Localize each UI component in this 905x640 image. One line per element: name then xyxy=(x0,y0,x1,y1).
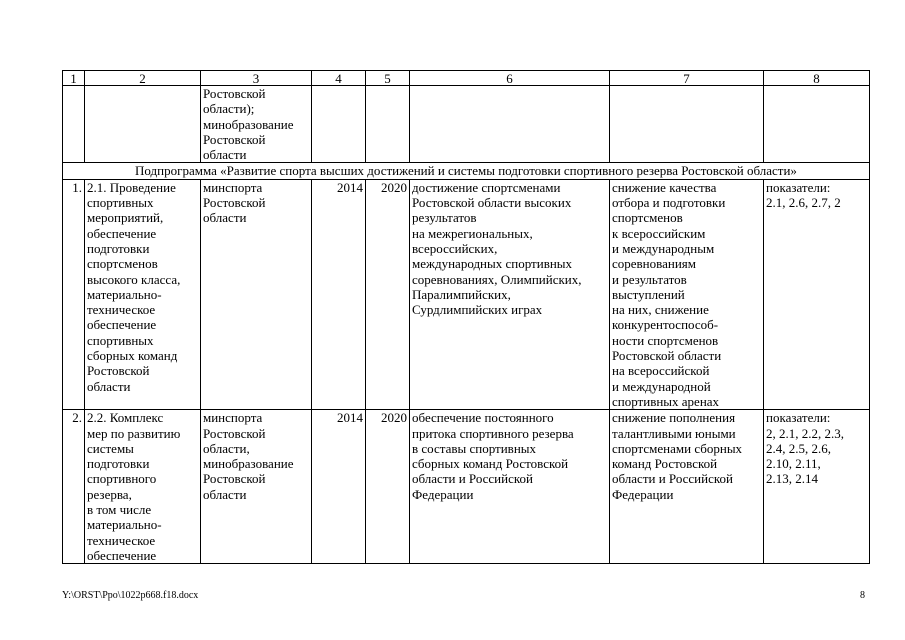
cell-line: Сурдлимпийских играх xyxy=(412,302,543,318)
cell-line: 2.2. Комплекс xyxy=(87,410,164,426)
cell-line: снижение пополнения xyxy=(612,410,736,426)
cell-line: в составы спортивных xyxy=(412,440,537,456)
cell-line: минспорта xyxy=(203,410,263,426)
cell-line: притока спортивного резерва xyxy=(412,425,574,441)
table-cell xyxy=(85,86,201,163)
cell-line: спортивных аренах xyxy=(612,393,720,409)
cell-line: результатов xyxy=(412,210,477,226)
row-number: 1. xyxy=(63,179,85,409)
cell-line: Ростовской xyxy=(203,86,266,101)
cell-line: области xyxy=(203,147,247,163)
cell-line: 2.10, 2.11, xyxy=(766,456,821,472)
cell-line: высокого класса, xyxy=(87,271,181,287)
cell-line: Ростовской xyxy=(203,131,266,147)
cell-line: минобразование xyxy=(203,456,294,472)
cell-line: Ростовской xyxy=(87,363,150,379)
cell-line: области и Российской xyxy=(612,471,733,487)
header-cell: 8 xyxy=(764,71,870,86)
cell-line: на них, снижение xyxy=(612,302,709,318)
continuation-row xyxy=(63,86,870,163)
end-year: 2020 xyxy=(366,410,410,564)
cell-line: минобразование xyxy=(203,116,294,132)
indicators-cell xyxy=(764,179,870,409)
cell-line: Ростовской xyxy=(203,471,266,487)
cell-line: достижение спортсменами xyxy=(412,179,561,195)
header-cell: 1 xyxy=(63,71,85,86)
header-cell: 7 xyxy=(610,71,764,86)
cell-line: 2.1. Проведение xyxy=(87,179,176,195)
table-cell xyxy=(366,86,410,163)
row-number: 2. xyxy=(63,410,85,564)
cell-line: Ростовской xyxy=(203,425,266,441)
header-cell: 6 xyxy=(410,71,610,86)
cell-line: всероссийских, xyxy=(412,240,498,256)
cell-line: области); xyxy=(203,101,255,117)
measure-cell xyxy=(85,410,201,564)
cell-line: спортсменами сборных xyxy=(612,440,743,456)
cell-line: системы xyxy=(87,440,134,456)
executor-cell xyxy=(201,179,312,409)
cell-line: материально- xyxy=(87,517,162,533)
cell-line: Федерации xyxy=(612,486,674,502)
cell-line: техническое xyxy=(87,302,156,318)
cell-line: обеспечение постоянного xyxy=(412,410,554,426)
footer-file-path: Y:\ORST\Ppo\1022p668.f18.docx xyxy=(62,590,199,601)
table-cell xyxy=(410,86,610,163)
cell-line: международных спортивных xyxy=(412,256,573,272)
end-year: 2020 xyxy=(366,179,410,409)
cell-line: спортсменов xyxy=(612,210,683,226)
cell-line: и результатов xyxy=(612,271,687,287)
cell-line: отбора и подготовки xyxy=(612,195,726,211)
start-year: 2014 xyxy=(312,410,366,564)
cell-line: 2, 2.1, 2.2, 2.3, xyxy=(766,425,844,441)
cell-line: обеспечение xyxy=(87,225,157,241)
cell-line: подготовки xyxy=(87,240,150,256)
cell-line: конкурентоспособ- xyxy=(612,317,719,333)
cell-line: области, xyxy=(203,440,250,456)
header-cell: 4 xyxy=(312,71,366,86)
cell-line: на всероссийской xyxy=(612,363,710,379)
cell-line: техническое xyxy=(87,532,156,548)
cell-line: к всероссийским xyxy=(612,225,706,241)
cell-line: мер по развитию xyxy=(87,425,181,441)
subprogram-row xyxy=(63,163,870,179)
cell-line: спортивного xyxy=(87,471,157,487)
cell-line: спортивных xyxy=(87,195,154,211)
cell-line: Ростовской области высоких xyxy=(412,195,572,211)
cell-line: в том числе xyxy=(87,502,152,518)
executor-cell xyxy=(201,86,312,163)
document-table xyxy=(62,70,870,564)
cell-line: на межрегиональных, xyxy=(412,225,533,241)
cell-line: области xyxy=(87,378,131,394)
cell-line: ности спортсменов xyxy=(612,332,719,348)
cell-line: 2.4, 2.5, 2.6, xyxy=(766,440,831,456)
cell-line: области xyxy=(203,486,247,502)
cell-line: сборных команд xyxy=(87,348,178,364)
cell-line: соревнованиях, Олимпийских, xyxy=(412,271,582,287)
cell-line: Ростовской области xyxy=(612,348,722,364)
cell-line: области и Российской xyxy=(412,471,533,487)
cell-line: подготовки xyxy=(87,456,150,472)
table-row xyxy=(63,179,870,409)
cell-line: показатели: xyxy=(766,179,831,195)
cell-line: выступлений xyxy=(612,286,685,302)
header-cell: 5 xyxy=(366,71,410,86)
cell-line: резерва, xyxy=(87,486,132,502)
table-cell xyxy=(610,86,764,163)
cell-line: сборных команд Ростовской xyxy=(412,456,569,472)
cell-line: мероприятий, xyxy=(87,210,164,226)
header-cell: 2 xyxy=(85,71,201,86)
table-row xyxy=(63,410,870,564)
consequences-cell xyxy=(610,179,764,409)
column-number-header-row xyxy=(63,71,870,86)
cell-line: команд Ростовской xyxy=(612,456,718,472)
executor-cell xyxy=(201,410,312,564)
cell-line: 2.1, 2.6, 2.7, 2 xyxy=(766,195,841,211)
header-cell: 3 xyxy=(201,71,312,86)
cell-line: Федерации xyxy=(412,486,474,502)
cell-line: снижение качества xyxy=(612,179,717,195)
cell-line: спортсменов xyxy=(87,256,158,272)
expected-result-cell xyxy=(410,410,610,564)
indicators-cell xyxy=(764,410,870,564)
cell-line: Паралимпийских, xyxy=(412,286,511,302)
cell-line: области xyxy=(203,210,247,226)
cell-line: 2.13, 2.14 xyxy=(766,471,818,487)
cell-line: талантливыми юными xyxy=(612,425,736,441)
cell-line: показатели: xyxy=(766,410,831,426)
cell-line: материально- xyxy=(87,286,162,302)
table-cell xyxy=(63,86,85,163)
cell-line: минспорта xyxy=(203,179,263,195)
table-cell xyxy=(764,86,870,163)
table-cell xyxy=(312,86,366,163)
cell-line: и международным xyxy=(612,240,715,256)
cell-line: спортивных xyxy=(87,332,154,348)
cell-line: и международной xyxy=(612,378,711,394)
consequences-cell xyxy=(610,410,764,564)
cell-line: обеспечение xyxy=(87,317,157,333)
subprogram-title: Подпрограмма «Развитие спорта высших достижений и системы подготовки спортивного резерва Ростовской области» xyxy=(63,163,870,179)
expected-result-cell xyxy=(410,179,610,409)
cell-line: соревнованиям xyxy=(612,256,696,272)
measure-cell xyxy=(85,179,201,409)
cell-line: обеспечение xyxy=(87,547,157,563)
cell-line: Ростовской xyxy=(203,195,266,211)
start-year: 2014 xyxy=(312,179,366,409)
footer-page-number: 8 xyxy=(860,590,865,601)
